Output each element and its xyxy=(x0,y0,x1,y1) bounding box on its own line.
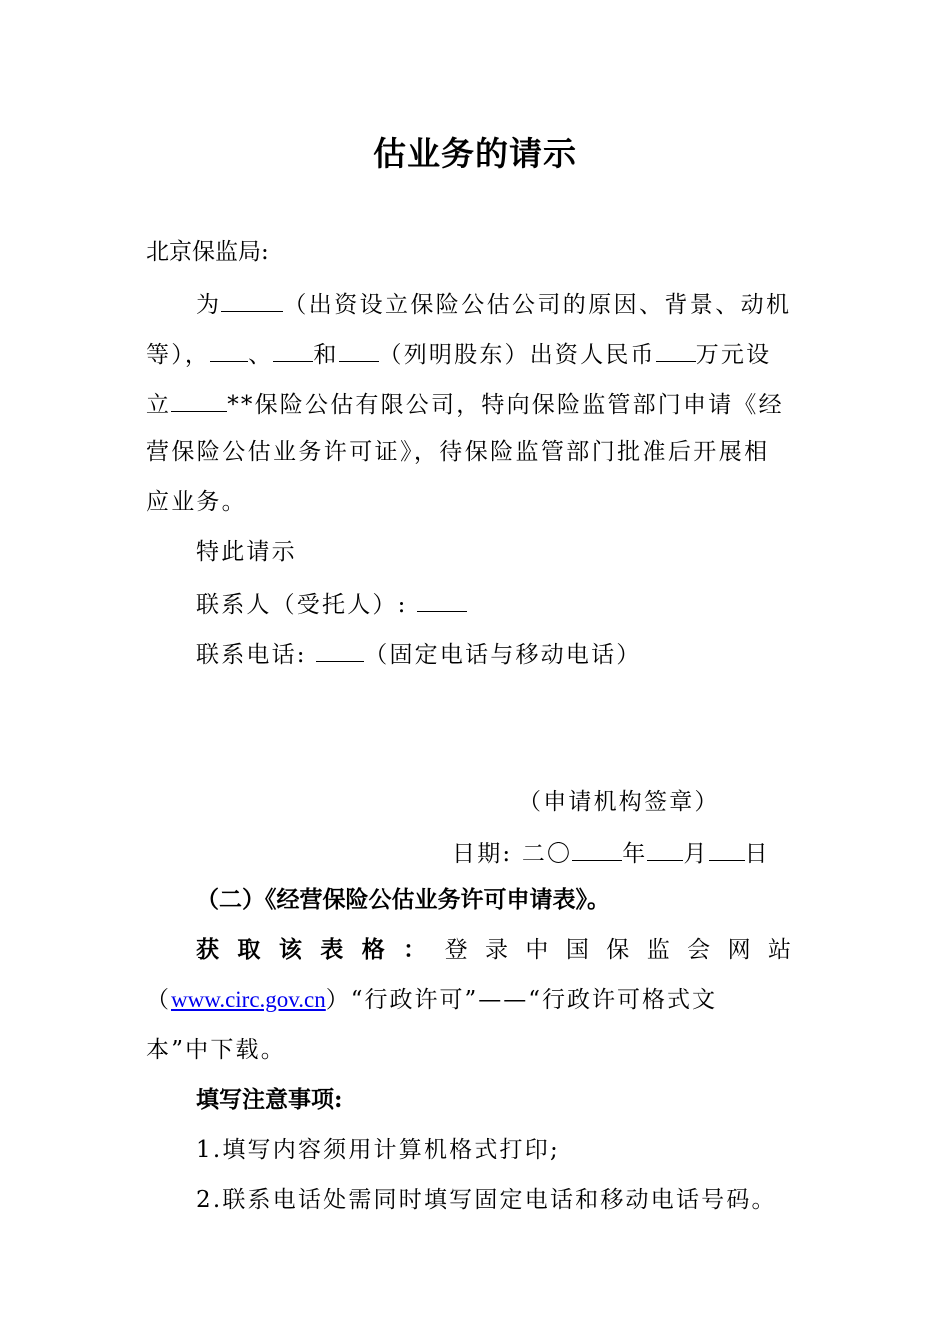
signature-stamp: （申请机构签章） xyxy=(518,789,720,815)
obtain-line-3: 本”中下载。 xyxy=(146,1037,286,1063)
blank-shareholder-3 xyxy=(339,337,379,362)
notes-heading: 填写注意事项: xyxy=(196,1086,343,1113)
page-title: 估业务的请示 xyxy=(373,134,577,173)
blank-reason xyxy=(221,287,283,312)
contact-person: 联系人（受托人）: xyxy=(196,587,467,620)
blank-contact-phone xyxy=(316,637,364,662)
blank-amount xyxy=(656,337,696,362)
blank-shareholder-2 xyxy=(273,337,313,362)
blank-year xyxy=(572,836,622,861)
paragraph-line-3: 立 **保险公估有限公司，特向保险监管部门申请《经 xyxy=(146,387,784,420)
paragraph-line-4: 营保险公估业务许可证》，待保险监管部门批准后开展相 xyxy=(146,439,770,465)
circ-website-link[interactable]: www.circ.gov.cn xyxy=(171,987,326,1012)
obtain-line-2: （www.circ.gov.cn）“行政许可”——“行政许可格式文 xyxy=(146,987,718,1013)
paragraph-line-5: 应业务。 xyxy=(146,489,247,515)
blank-company-name xyxy=(171,387,227,412)
paragraph-line-2: 等）， 、 和 （列明股东）出资人民币 万元设 xyxy=(146,337,771,370)
section-heading: （二）《经营保险公估业务许可申请表》。 xyxy=(196,886,610,913)
blank-shareholder-1 xyxy=(210,337,248,362)
note-item-2: 2.联系电话处需同时填写固定电话和移动电话号码。 xyxy=(196,1187,777,1213)
obtain-line-1: 获取该表格：登录中国保监会网站 xyxy=(196,936,805,963)
contact-phone: 联系电话: （固定电话与移动电话） xyxy=(196,637,641,670)
date-line: 日期: 二〇 年 月 日 xyxy=(452,836,770,869)
paragraph-line-1: 为 （出资设立保险公估公司的原因、背景、动机 xyxy=(196,287,791,320)
blank-contact-person xyxy=(417,587,467,612)
salutation: 北京保监局: xyxy=(146,239,269,265)
obtain-label: 获取该表格： xyxy=(196,936,445,963)
blank-month xyxy=(647,836,683,861)
blank-day xyxy=(709,836,745,861)
note-item-1: 1.填写内容须用计算机格式打印; xyxy=(196,1137,560,1163)
closing-text: 特此请示 xyxy=(196,539,297,565)
